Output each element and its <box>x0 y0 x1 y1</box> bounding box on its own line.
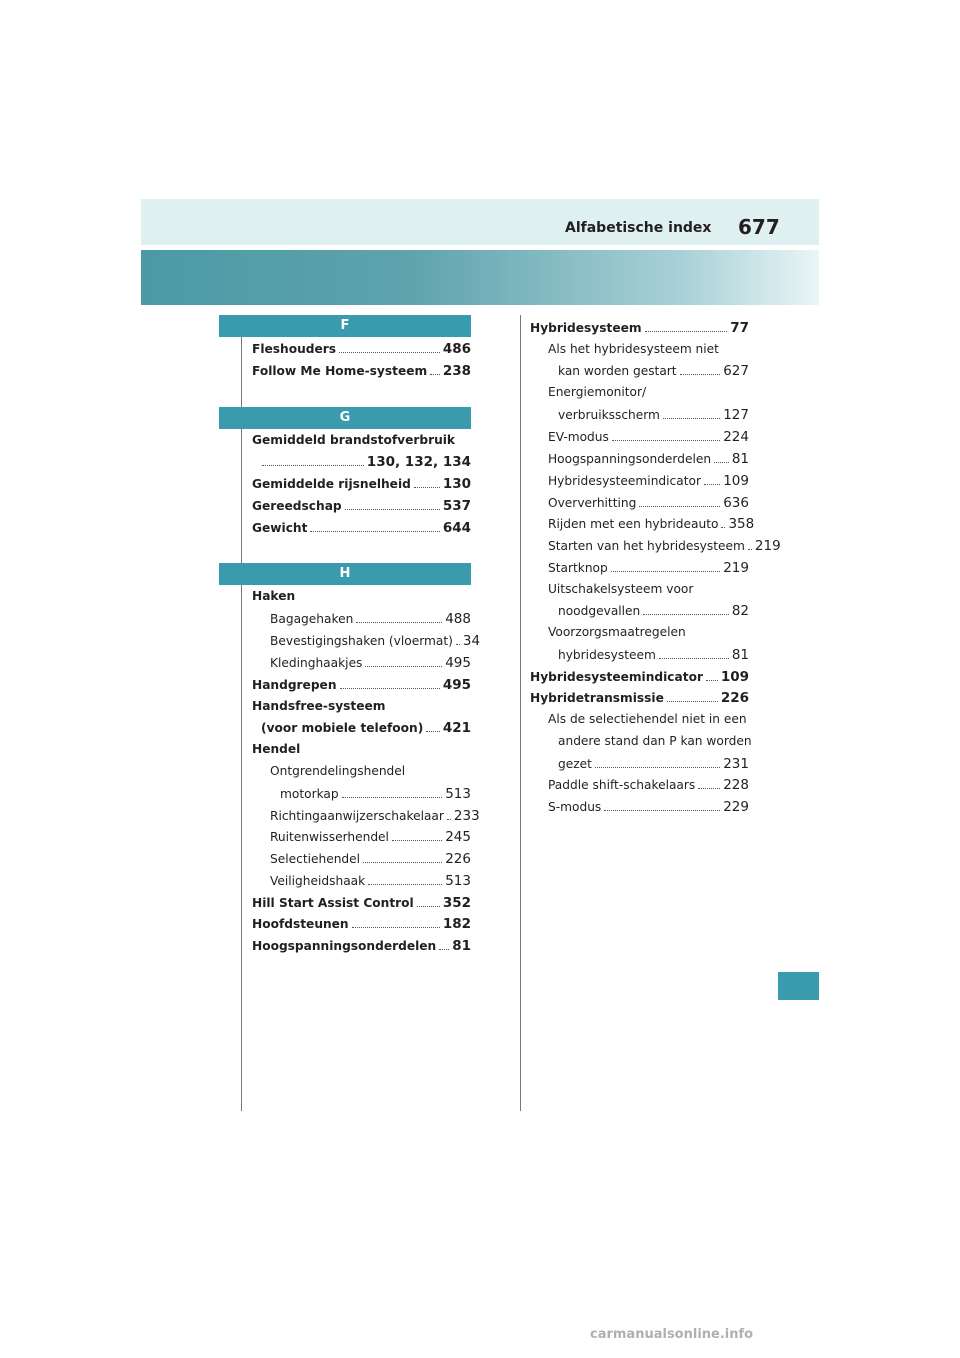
index-entry[interactable] <box>252 895 471 913</box>
entry-page: 81 <box>731 451 749 467</box>
entry-term: Hoogspanningsonderdelen <box>252 939 437 953</box>
index-subentry[interactable] <box>548 451 749 469</box>
index-subentry[interactable] <box>548 799 749 817</box>
index-entry[interactable] <box>252 677 471 695</box>
watermark: carmanualsonline.info <box>590 1327 754 1342</box>
entry-page: 82 <box>731 603 749 619</box>
index-subentry[interactable] <box>280 786 471 804</box>
decorative-band <box>141 250 819 305</box>
index-subentry[interactable] <box>558 756 749 774</box>
entry-page: 81 <box>731 647 749 663</box>
entry-term: Bagagehaken <box>270 612 354 626</box>
entry-page: 224 <box>723 429 749 445</box>
entry-term: Paddle shift-schakelaars <box>548 778 696 792</box>
index-subentry[interactable] <box>548 473 749 491</box>
entry-term: gezet <box>558 757 592 771</box>
entry-term[interactable]: Handsfree-systeem <box>252 699 386 713</box>
entry-term[interactable]: Ontgrendelingshendel <box>270 764 406 778</box>
entry-page: 34 <box>462 633 481 649</box>
index-entry[interactable] <box>262 454 471 472</box>
entry-page: 352 <box>442 895 471 911</box>
entry-term[interactable]: Hendel <box>252 742 301 756</box>
entry-page: 130, 132, 134 <box>366 454 471 470</box>
entry-term[interactable]: Uitschakelsysteem voor <box>548 582 694 596</box>
entry-term: EV-modus <box>548 430 609 444</box>
entry-page: 109 <box>723 473 749 489</box>
entry-page: 421 <box>442 720 471 736</box>
entry-term: Hybridesysteemindicator <box>548 474 701 488</box>
entry-term: Fleshouders <box>252 342 337 356</box>
entry-term: Richtingaanwijzerschakelaar <box>270 809 444 823</box>
index-subentry[interactable] <box>548 777 749 795</box>
entry-term: (voor mobiele telefoon) <box>261 721 424 735</box>
entry-term: Hill Start Assist Control <box>252 896 414 910</box>
entry-term: hybridesysteem <box>558 648 656 662</box>
entry-term: Hybridetransmissie <box>530 691 664 705</box>
entry-page: 245 <box>445 829 471 845</box>
entry-page: 229 <box>723 799 749 815</box>
index-entry[interactable] <box>252 363 471 381</box>
entry-page: 226 <box>445 851 471 867</box>
letter-heading-h: H <box>219 563 471 585</box>
index-subentry[interactable] <box>558 363 749 381</box>
index-subentry[interactable] <box>270 851 471 869</box>
entry-term: Bevestigingshaken (vloermat) <box>270 634 453 648</box>
entry-page: 627 <box>723 363 749 379</box>
entry-term: Oververhitting <box>548 496 637 510</box>
index-entry[interactable] <box>530 320 749 338</box>
letter-heading-f: F <box>219 315 471 337</box>
index-subentry[interactable] <box>558 647 749 665</box>
column-rule-right <box>520 315 521 1111</box>
entry-page: 226 <box>720 690 749 706</box>
entry-page: 109 <box>720 669 749 685</box>
index-entry[interactable] <box>252 476 471 494</box>
index-subentry[interactable] <box>270 633 481 651</box>
entry-term[interactable]: Gemiddeld brandstofverbruik <box>252 433 456 447</box>
index-subentry[interactable] <box>270 655 471 673</box>
entry-page: 233 <box>453 808 480 824</box>
header-strip <box>141 199 819 245</box>
index-subentry[interactable] <box>548 495 749 513</box>
index-entry[interactable] <box>252 916 471 934</box>
entry-term: kan worden gestart <box>558 364 677 378</box>
entry-page: 219 <box>754 538 781 554</box>
entry-term: Hybridesysteem <box>530 321 642 335</box>
index-entry[interactable] <box>530 669 749 687</box>
index-entry[interactable] <box>261 720 471 738</box>
entry-term: noodgevallen <box>558 604 641 618</box>
entry-term: Veiligheidshaak <box>270 874 366 888</box>
entry-page: 488 <box>445 611 471 627</box>
entry-page: 495 <box>445 655 471 671</box>
entry-term: S-modus <box>548 800 602 814</box>
entry-term[interactable]: Als het hybridesysteem niet <box>548 342 719 356</box>
entry-term[interactable]: Voorzorgsmaatregelen <box>548 625 686 639</box>
entry-page: 130 <box>442 476 471 492</box>
index-subentry[interactable] <box>548 429 749 447</box>
entry-term: Handgrepen <box>252 678 337 692</box>
entry-page: 495 <box>442 677 471 693</box>
entry-term: motorkap <box>280 787 339 801</box>
entry-term: Hybridesysteemindicator <box>530 670 703 684</box>
entry-page: 644 <box>442 520 471 536</box>
entry-term: Gereedschap <box>252 499 342 513</box>
entry-term: Gemiddelde rijsnelheid <box>252 477 411 491</box>
page-number: 677 <box>738 215 780 239</box>
entry-page: 486 <box>442 341 471 357</box>
entry-term[interactable]: andere stand dan P kan worden <box>558 734 752 748</box>
index-subentry[interactable] <box>270 829 471 847</box>
entry-term: Hoogspanningsonderdelen <box>548 452 712 466</box>
section-tab <box>778 972 819 1000</box>
entry-term: Rijden met een hybrideauto <box>548 517 719 531</box>
entry-page: 513 <box>445 786 471 802</box>
entry-term: Ruitenwisserhendel <box>270 830 389 844</box>
index-subentry[interactable] <box>548 516 755 534</box>
index-subentry[interactable] <box>558 407 749 425</box>
column-rule-left <box>241 315 242 1111</box>
entry-term: Follow Me Home-systeem <box>252 364 428 378</box>
entry-page: 537 <box>442 498 471 514</box>
entry-term[interactable]: Energiemonitor/ <box>548 385 647 399</box>
entry-page: 219 <box>723 560 749 576</box>
entry-term[interactable]: Als de selectiehendel niet in een <box>548 712 747 726</box>
entry-page: 228 <box>723 777 749 793</box>
index-entry[interactable] <box>252 520 471 538</box>
entry-page: 358 <box>728 516 755 532</box>
entry-term: Starten van het hybridesysteem <box>548 539 745 553</box>
entry-page: 513 <box>445 873 471 889</box>
entry-term: verbruiksscherm <box>558 408 660 422</box>
entry-term: Selectiehendel <box>270 852 361 866</box>
letter-heading-g: G <box>219 407 471 429</box>
index-subentry[interactable] <box>270 808 480 826</box>
entry-page: 231 <box>723 756 749 772</box>
page-heading: Alfabetische index <box>565 220 712 236</box>
entry-term: Kledinghaakjes <box>270 656 363 670</box>
entry-page: 81 <box>452 938 471 954</box>
index-subentry[interactable] <box>270 611 471 629</box>
entry-page: 77 <box>730 320 749 336</box>
index-subentry[interactable] <box>548 538 781 556</box>
index-subentry[interactable] <box>548 560 749 578</box>
entry-term: Startknop <box>548 561 608 575</box>
entry-page: 238 <box>442 363 471 379</box>
entry-page: 127 <box>723 407 749 423</box>
index-entry[interactable] <box>252 938 471 956</box>
index-entry[interactable] <box>530 690 749 708</box>
index-subentry[interactable] <box>270 873 471 891</box>
entry-term: Hoofdsteunen <box>252 917 349 931</box>
entry-page: 636 <box>723 495 749 511</box>
index-entry[interactable] <box>252 341 471 359</box>
entry-term: Gewicht <box>252 521 308 535</box>
entry-term[interactable]: Haken <box>252 589 296 603</box>
entry-page: 182 <box>442 916 471 932</box>
index-subentry[interactable] <box>558 603 749 621</box>
index-entry[interactable] <box>252 498 471 516</box>
